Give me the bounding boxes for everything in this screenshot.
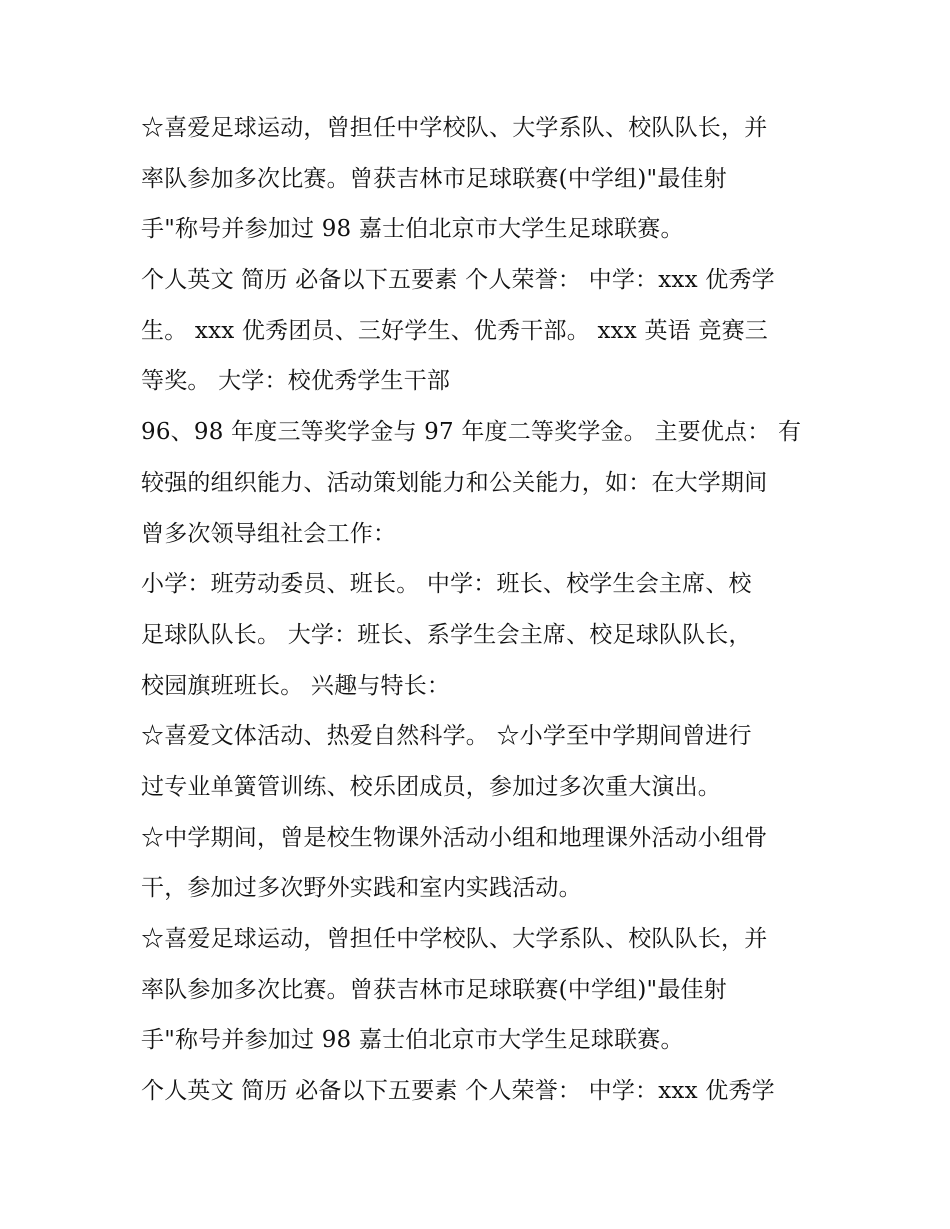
text-line: ☆喜爱足球运动，曾担任中学校队、大学系队、校队队长，并 <box>141 115 768 141</box>
text-line: 过专业单簧管训练、校乐团成员，参加过多次重大演出。 <box>141 773 721 800</box>
text-line: 96、98 年度三等奖学金与 97 年度二等奖学金。 主要优点： 有 <box>141 419 802 446</box>
text-line: 较强的组织能力、活动策划能力和公关能力，如：在大学期间 <box>141 469 768 496</box>
text-line: 曾多次领导组社会工作： <box>141 520 397 547</box>
text-line: 个人英文 简历 必备以下五要素 个人荣誉： 中学：xxx 优秀学 <box>141 267 775 294</box>
text-line: ☆喜爱文体活动、热爱自然科学。 ☆小学至中学期间曾进行 <box>141 723 752 750</box>
text-line: 小学：班劳动委员、班长。 中学：班长、校学生会主席、校 <box>141 571 752 598</box>
text-line: 手"称号并参加过 98 嘉士伯北京市大学生足球联赛。 <box>141 216 684 243</box>
text-line: 校园旗班班长。 兴趣与特长： <box>141 672 451 699</box>
document-body <box>141 103 821 1117</box>
text-line: 生。 xxx 优秀团员、三好学生、优秀干部。 xxx 英语 竞赛三 <box>141 317 768 344</box>
text-line: 足球队队长。 大学：班长、系学生会主席、校足球队队长， <box>141 621 752 648</box>
text-line: 率队参加多次比赛。曾获吉林市足球联赛(中学组)"最佳射 <box>141 976 727 1003</box>
text-line: 等奖。 大学：校优秀学生干部 <box>141 368 451 395</box>
text-line: ☆中学期间，曾是校生物课外活动小组和地理课外活动小组骨 <box>141 824 768 851</box>
text-line: 率队参加多次比赛。曾获吉林市足球联赛(中学组)"最佳射 <box>141 165 727 192</box>
text-line: 干，参加过多次野外实践和室内实践活动。 <box>141 875 582 902</box>
text-line: 手"称号并参加过 98 嘉士伯北京市大学生足球联赛。 <box>141 1027 684 1054</box>
text-line: ☆喜爱足球运动，曾担任中学校队、大学系队、校队队长，并 <box>141 926 768 952</box>
text-line: 个人英文 简历 必备以下五要素 个人荣誉： 中学：xxx 优秀学 <box>141 1078 775 1105</box>
